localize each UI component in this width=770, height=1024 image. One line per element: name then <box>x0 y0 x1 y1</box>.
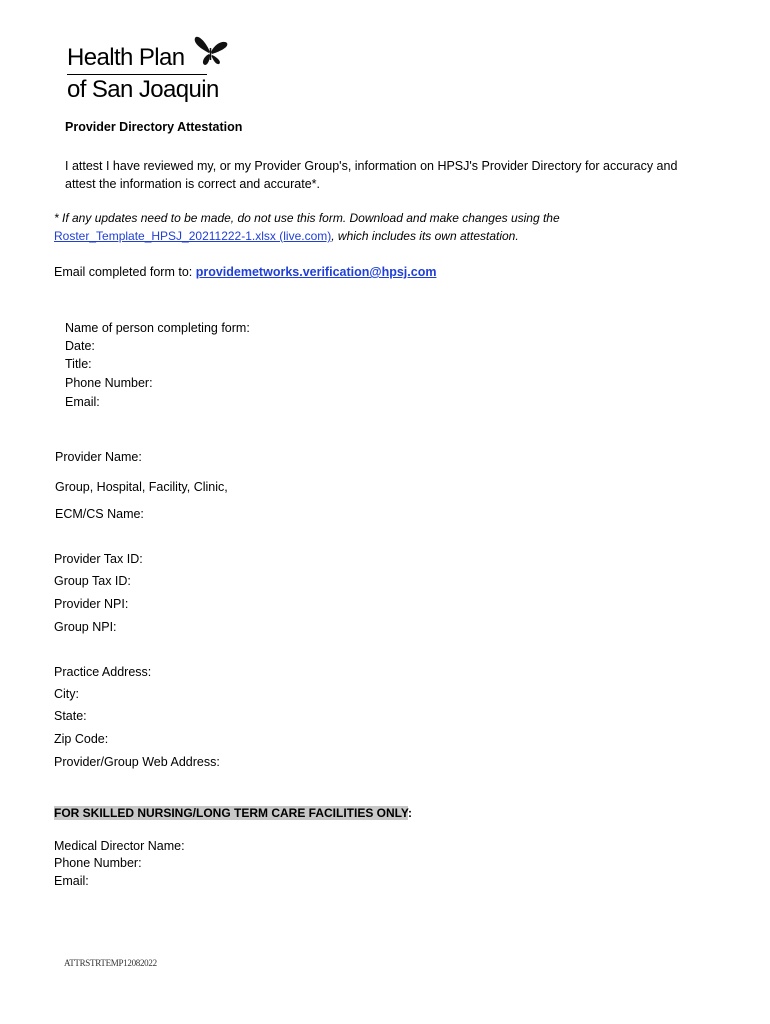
field-provider-tax-id: Provider Tax ID: <box>54 552 143 566</box>
butterfly-icon <box>193 34 229 68</box>
field-group-name-line-1: Group, Hospital, Facility, Clinic, <box>55 480 228 494</box>
field-phone-number: Phone Number: <box>65 376 153 390</box>
field-medical-director-name: Medical Director Name: <box>54 839 185 853</box>
field-completer-name: Name of person completing form: <box>65 321 250 335</box>
snf-section-heading <box>54 804 412 822</box>
update-note-suffix: , which includes its own attestation. <box>331 229 519 243</box>
field-state: State: <box>54 709 87 723</box>
field-snf-phone-number: Phone Number: <box>54 856 142 870</box>
snf-heading-colon: : <box>408 806 413 820</box>
field-web-address: Provider/Group Web Address: <box>54 755 220 769</box>
field-snf-email: Email: <box>54 874 89 888</box>
field-city: City: <box>54 687 79 701</box>
snf-heading-text: FOR SKILLED NURSING/LONG TERM CARE FACILITIES ONLY <box>54 806 409 820</box>
roster-template-link[interactable]: Roster_Template_HPSJ_20211222-1.xlsx (live.com) <box>54 229 332 243</box>
field-group-name-line-2: ECM/CS Name: <box>55 507 144 521</box>
form-title: Provider Directory Attestation <box>65 120 243 134</box>
field-zip-code: Zip Code: <box>54 732 109 746</box>
field-provider-name: Provider Name: <box>55 450 142 464</box>
logo-line-1: Health Plan <box>67 44 185 71</box>
field-title: Title: <box>65 357 92 371</box>
field-date: Date: <box>65 339 95 353</box>
logo-divider <box>67 74 207 75</box>
field-group-npi: Group NPI: <box>54 620 117 634</box>
verification-email-link[interactable]: providemetworks.verification@hpsj.com <box>195 265 437 279</box>
update-note-line-2 <box>54 229 519 243</box>
field-email: Email: <box>65 395 100 409</box>
email-instruction-label: Email completed form to: <box>54 265 196 279</box>
field-group-tax-id: Group Tax ID: <box>54 574 131 588</box>
attest-text-line-1: I attest I have reviewed my, or my Provider Group's, information on HPSJ's Provider Directory for accuracy and <box>65 159 678 173</box>
field-provider-npi: Provider NPI: <box>54 597 129 611</box>
email-instruction <box>54 263 436 281</box>
form-code-footer: ATTRSTRTEMP12082022 <box>64 958 157 968</box>
field-practice-address: Practice Address: <box>54 665 152 679</box>
logo-line-2: of San Joaquin <box>67 76 219 103</box>
attest-text-line-2: attest the information is correct and accurate*. <box>65 177 320 191</box>
update-note-line-1: * If any updates need to be made, do not use this form. Download and make changes using the <box>54 211 560 225</box>
